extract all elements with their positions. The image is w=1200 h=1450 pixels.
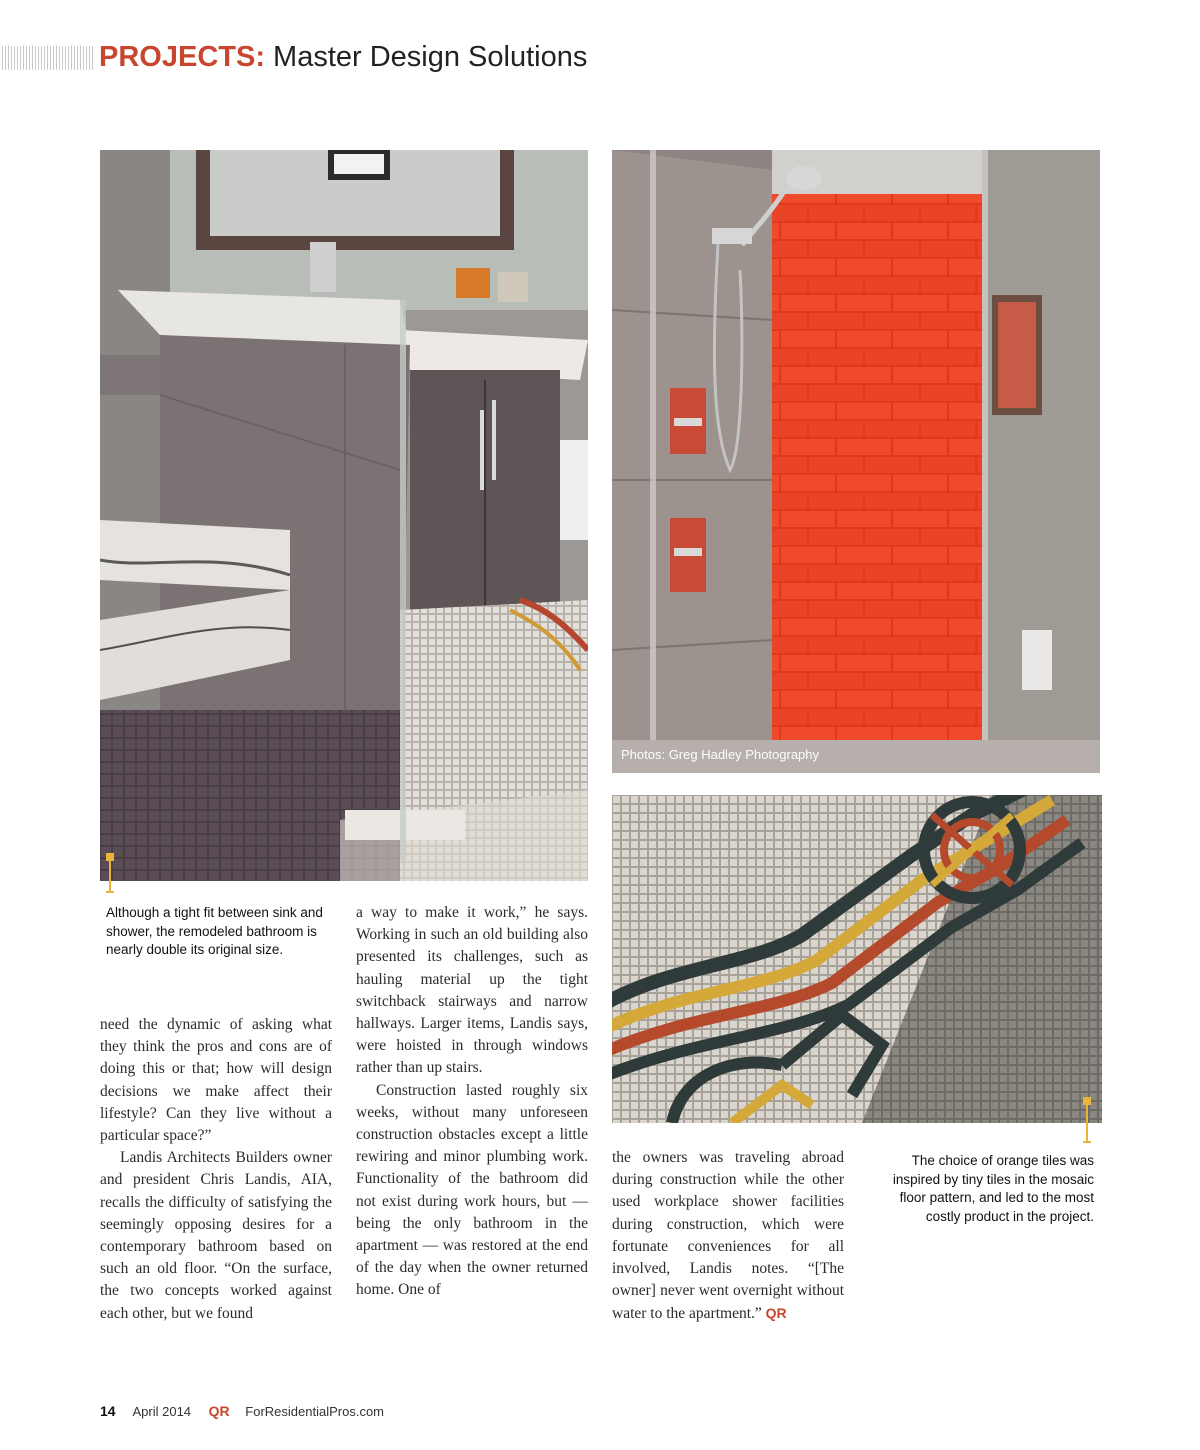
page-number: 14 — [100, 1403, 116, 1419]
header-stripe-ornament — [2, 46, 94, 70]
article-column-2 — [356, 902, 588, 1302]
paragraph: need the dynamic of asking what they think the pros and cons are of doing this or that; how will design decisions we make affect their lifestyle? Can they live without a particular space?” — [100, 1016, 332, 1145]
paragraph: a way to make it work,” he says. Working in such an old building also presented its challenges, such as hauling material up the tight switchback stairways and narrow hallways. Larger items, Landis says, were hoisted in through windows rather than up stairs. — [356, 904, 588, 1077]
photo-credit: Photos: Greg Hadley Photography — [621, 747, 820, 762]
red-tile-shower-photo — [612, 150, 1100, 773]
article-column-3 — [612, 1147, 844, 1326]
brand-logo: QR — [208, 1403, 230, 1419]
paragraph-text: the owners was traveling abroad during construction while the other used workplace shower facilities during construction, which were fortunate conveniences for all involved, Landis notes. “[The owner] never went overnight without water to the apartment.” — [612, 1149, 844, 1323]
caption-marker-right — [1083, 1097, 1091, 1145]
mosaic-floor-photo — [612, 795, 1102, 1123]
paragraph: Landis Architects Builders owner and president Chris Landis, AIA, recalls the difficulty of satisfying the seemingly opposing desires for a contemporary bathroom based on such an old floor. “On the surface, the two concepts worked against each other, but we found — [100, 1149, 332, 1322]
issue-date: April 2014 — [132, 1404, 192, 1419]
page-header — [0, 38, 700, 78]
page-footer — [100, 1403, 384, 1419]
section-subtitle: Master Design Solutions — [273, 41, 588, 73]
paragraph: Construction lasted roughly six weeks, without many unforeseen construction obstacles except a little rewiring and minor plumbing work. Functionality of the bathroom did not exist during work hours, but — being the only bathroom in the apartment — was restored at the end of the day when the owner returned home. One of — [356, 1081, 588, 1299]
section-title — [99, 38, 587, 76]
bathroom-vanity-photo — [100, 150, 588, 881]
paragraph — [612, 1147, 844, 1326]
caption-marker-left — [106, 853, 114, 895]
mosaic-caption: The choice of orange tiles was inspired by tiny tiles in the mosaic floor pattern, and led to the most costly product in the project. — [892, 1153, 1094, 1224]
bathroom-caption: Although a tight fit between sink and shower, the remodeled bathroom is nearly double its original size. — [106, 905, 323, 957]
website-url: ForResidentialPros.com — [245, 1404, 384, 1419]
section-kicker: PROJECTS: — [99, 41, 265, 73]
end-mark: QR — [765, 1305, 787, 1322]
article-column-1 — [100, 1014, 332, 1325]
